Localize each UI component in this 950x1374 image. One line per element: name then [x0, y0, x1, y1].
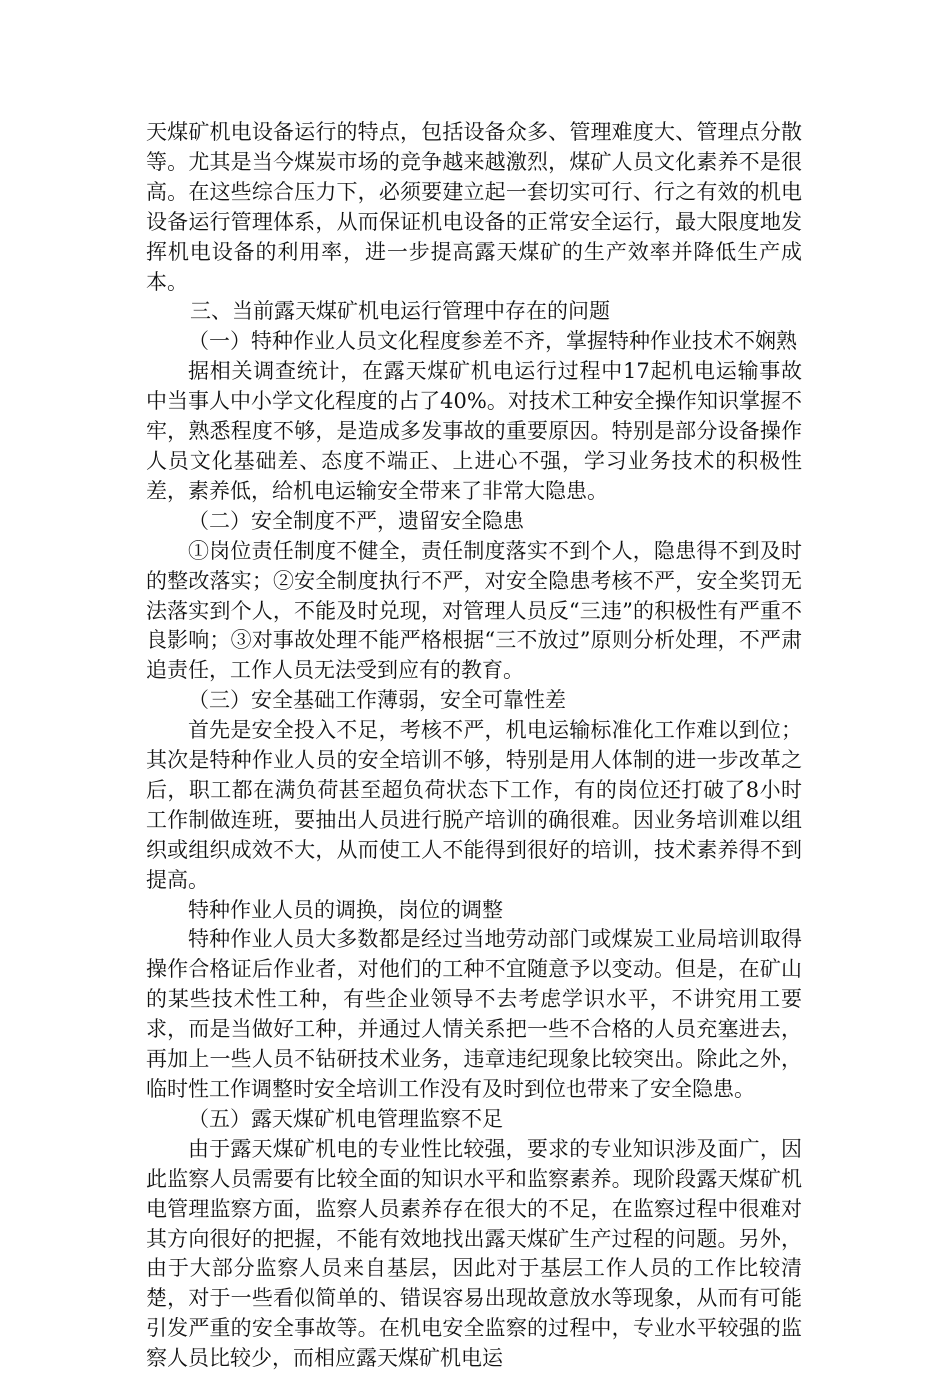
subsection-heading-3: （三）安全基础工作薄弱，安全可靠性差: [188, 688, 566, 713]
paragraph-4: 特种作业人员大多数都是经过当地劳动部门或煤炭工业局培训取得操作合格证后作业者，对他们的工种不宜随意予以变动。但是，在矿山的某些技术性工种，有些企业领导不去考虑学识水平，不讲究用工要求，而是当做好工种，并通过人情关系把一些不合格的人员充塞进去，再加上一些人员不钻研技术业务，违章违纪现象比较突出。除此之外，临时性工作调整时安全培训工作没有及时到位也带来了安全隐患。: [146, 927, 802, 1101]
document-page: [146, 118, 802, 1374]
paragraph-2: ①岗位责任制度不健全，责任制度落实不到个人，隐患得不到及时的整改落实；②安全制度执行不严，对安全隐患考核不严，安全奖罚无法落实到个人，不能及时兑现，对管理人员反“三违”的积极性有严重不良影响；③对事故处理不能严格根据“三不放过”原则分析处理，不严肃追责任，工作人员无法受到应有的教育。: [146, 538, 802, 683]
subsection-heading-2: （二）安全制度不严，遗留安全隐患: [188, 508, 524, 533]
paragraph-3: 首先是安全投入不足，考核不严，机电运输标准化工作难以到位；其次是特种作业人员的安全培训不够，特别是用人体制的进一步改革之后，职工都在满负荷甚至超负荷状态下工作，有的岗位还打破了8小时工作制做连班，要抽出人员进行脱产培训的确很难。因业务培训难以组织或组织成效不大，从而使工人不能得到很好的培训，技术素养得不到提高。: [146, 718, 802, 892]
subsection-heading-4: 特种作业人员的调换，岗位的调整: [188, 897, 503, 922]
paragraph-intro-continuation: 天煤矿机电设备运行的特点，包括设备众多、管理难度大、管理点分散等。尤其是当今煤炭市场的竞争越来越激烈，煤矿人员文化素养不是很高。在这些综合压力下，必须要建立起一套切实可行、行之有效的机电设备运行管理体系，从而保证机电设备的正常安全运行，最大限度地发挥机电设备的利用率，进一步提高露天煤矿的生产效率并降低生产成本。: [146, 120, 802, 294]
subsection-heading-5: （五）露天煤矿机电管理监察不足: [188, 1106, 503, 1131]
section-heading-problems: 三、当前露天煤矿机电运行管理中存在的问题: [190, 299, 610, 324]
paragraph-5: 由于露天煤矿机电的专业性比较强，要求的专业知识涉及面广，因此监察人员需要有比较全面的知识水平和监察素养。现阶段露天煤矿机电管理监察方面，监察人员素养存在很大的不足，在监察过程中很难对其方向很好的把握，不能有效地找出露天煤矿生产过程的问题。另外，由于大部分监察人员来自基层，因此对于基层工作人员的工作比较清楚，对于一些看似简单的、错误容易出现故意放水等现象，从而有可能引发严重的安全事故等。在机电安全监察的过程中，专业水平较强的监察人员比较少，而相应露天煤矿机电运: [146, 1136, 802, 1371]
paragraph-1: 据相关调查统计，在露天煤矿机电运行过程中17起机电运输事故中当事人中小学文化程度的占了40%。对技术工种安全操作知识掌握不牢，熟悉程度不够，是造成多发事故的重要原因。特别是部分设备操作人员文化基础差、态度不端正、上进心不强，学习业务技术的积极性差，素养低，给机电运输安全带来了非常大隐患。: [146, 359, 802, 503]
subsection-heading-1: （一）特种作业人员文化程度参差不齐，掌握特种作业技术不娴熟: [188, 329, 797, 354]
